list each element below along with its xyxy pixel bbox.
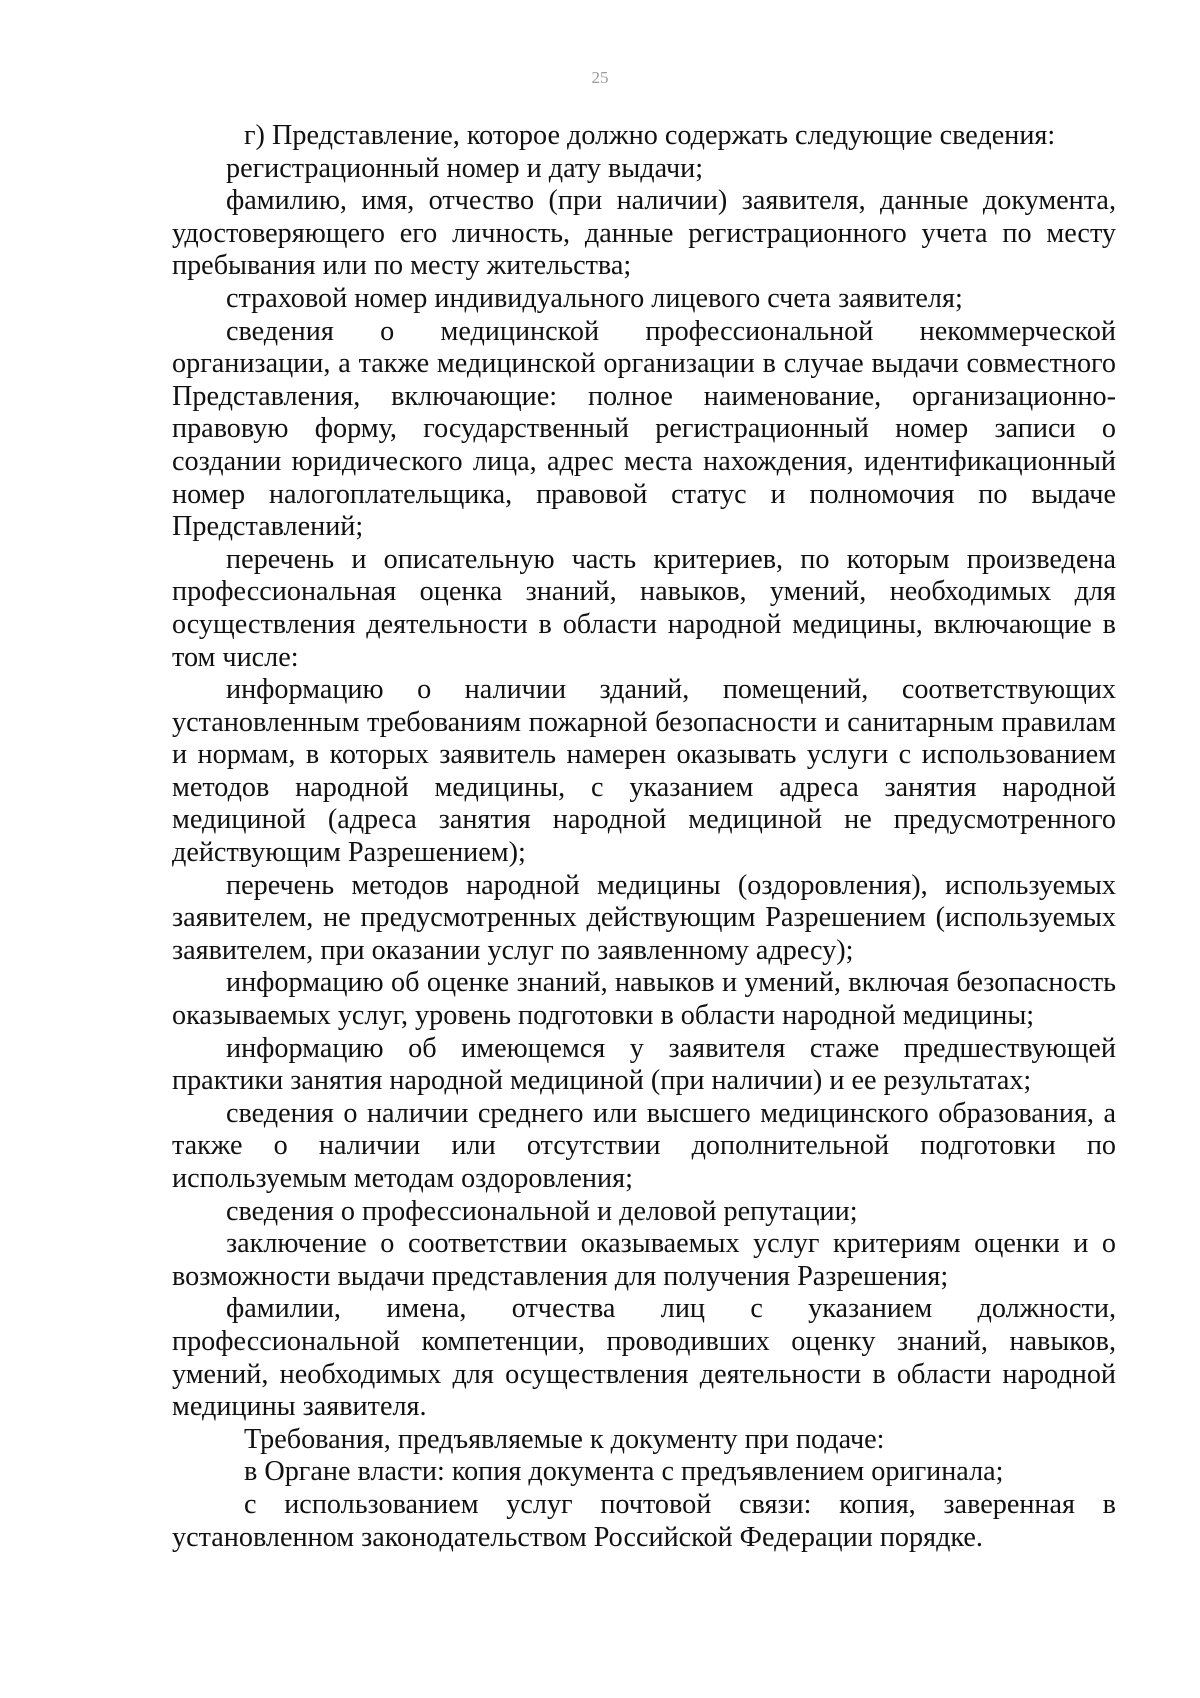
paragraph-requirement: в Органе власти: копия документа с предъявлением оригинала; [244, 1456, 1004, 1488]
paragraph-requirements-heading: Требования, предъявляемые к документу при подаче: [244, 1423, 885, 1455]
paragraph-item: информацию об имеющемся у заявителя стаже предшествующей практики занятия народной медициной (при наличии) и ее результатах; [172, 1032, 1116, 1097]
paragraph-item: перечень и описательную часть критериев, по которым произведена профессиональная оценка знаний, навыков, умений, необходимых для осуществления деятельности в области народной медицины, включающие в том числе: [172, 543, 1116, 673]
paragraph-item: фамилию, имя, отчество (при наличии) заявителя, данные документа, удостоверяющего его личность, данные регистрационного учета по месту пребывания или по месту жительства; [172, 185, 1116, 282]
paragraph-item: фамилии, имена, отчества лиц с указанием должности, профессиональной компетенции, проводивших оценку знаний, навыков, умений, необходимых для осуществления деятельности в области народной медицины заявителя. [172, 1293, 1116, 1423]
paragraph-item: информацию об оценке знаний, навыков и умений, включая безопасность оказываемых услуг, уровень подготовки в области народной медицины; [172, 967, 1116, 1032]
paragraph-item: сведения о профессиональной и деловой репутации; [226, 1195, 858, 1227]
paragraph-item: информацию о наличии зданий, помещений, соответствующих установленным требованиям пожарной безопасности и санитарным правилам и нормам, в которых заявитель намерен оказывать услуги с использованием методов народной медицины, с указанием адреса занятия народной медициной (адреса занятия народной медициной не предусмотренного действующим Разрешением); [172, 674, 1116, 869]
paragraph-item: перечень методов народной медицины (оздоровления), используемых заявителем, не предусмотренных действующим Разрешением (используемых заявителем, при оказании услуг по заявленному адресу); [172, 869, 1116, 966]
paragraph-item: заключение о соответствии оказываемых услуг критериям оценки и о возможности выдачи представления для получения Разрешения; [172, 1228, 1116, 1292]
paragraph-section-heading: г) Представление, которое должно содержать следующие сведения: [244, 120, 1056, 151]
paragraph-item: страховой номер индивидуального лицевого счета заявителя; [226, 282, 963, 314]
paragraph-item: регистрационный номер и дату выдачи; [226, 152, 704, 184]
page-number: 25 [591, 68, 609, 87]
paragraph-item: сведения о медицинской профессиональной некоммерческой организации, а также медицинской организации в случае выдачи совместного Представления, включающие: полное наименование, организационно-правовую форму, государственный регистрационный номер записи о создании юридического лица, адрес места нахождения, идентификационный номер налогоплательщика, правовой статус и полномочия по выдаче Представлений; [172, 315, 1116, 543]
paragraph-item: сведения о наличии среднего или высшего медицинского образования, а также о наличии или отсутствии дополнительной подготовки по используемым методам оздоровления; [172, 1097, 1116, 1194]
document-body [172, 120, 1116, 1554]
paragraph-requirement: с использованием услуг почтовой связи: копия, заверенная в установленном законодательством Российской Федерации порядке. [172, 1488, 1116, 1553]
